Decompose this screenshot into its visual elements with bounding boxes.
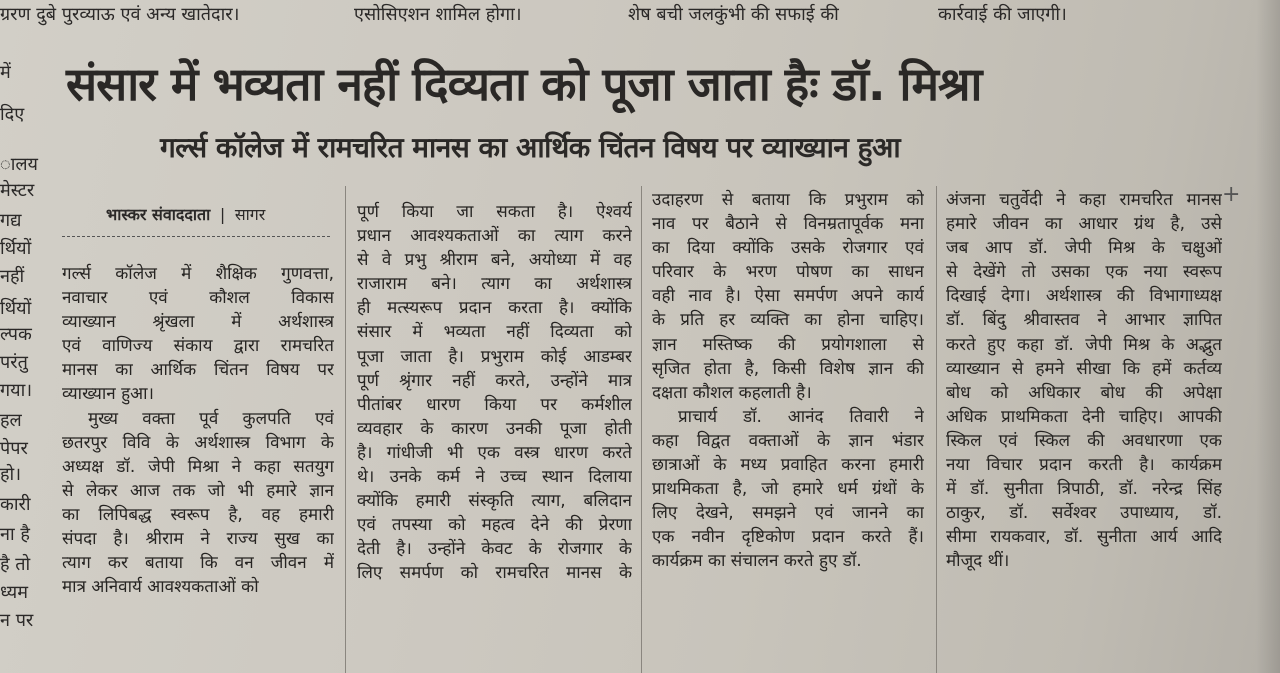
- top-strip-item: कार्रवाई की जाएगी।: [938, 4, 1067, 25]
- article-line: छात्राओं के मध्य प्रवाहित करना हमारी: [652, 455, 924, 476]
- article-line: एवं वाणिज्य संकाय द्वारा रामचरित: [62, 336, 334, 357]
- article-line: से देखेंगे तो उसका एक नया स्वरूप: [946, 262, 1222, 283]
- article-line: संपदा है। श्रीराम ने राज्य सुख का: [62, 529, 334, 550]
- article-column-2: [357, 200, 632, 586]
- article-line: थे। उनके कर्म ने उच्च स्थान दिलाया: [357, 467, 632, 488]
- left-column-fragment: र्थियों: [0, 298, 32, 319]
- left-column-fragment: हल: [0, 410, 22, 431]
- article-line: उदाहरण से बताया कि प्रभुराम को: [652, 190, 924, 210]
- article-line: वही नाव है। ऐसा समर्पण अपने कार्य: [652, 286, 924, 307]
- article-line: मुख्य वक्ता पूर्व कुलपति एवं: [88, 408, 334, 429]
- byline: [106, 203, 265, 225]
- article-line: में डॉ. सुनीता त्रिपाठी, डॉ. नरेन्द्र सिंह: [946, 479, 1222, 500]
- article-line: व्यवहार के कारण उनकी पूजा होती: [357, 418, 632, 439]
- article-line: हमारे जीवन का आधार ग्रंथ है, उसे: [946, 214, 1222, 235]
- article-line: सृजित होता है, किसी विशेष ज्ञान की: [652, 358, 924, 379]
- left-column-fragment: हो।: [0, 464, 22, 485]
- article-line: प्रधान आवश्यकताओं का त्याग करने: [357, 226, 632, 247]
- article-line: का लिपिबद्ध स्वरूप है, वह हमारी: [62, 504, 334, 525]
- article-line: पूजा जाता है। प्रभुराम कोई आडम्बर: [357, 346, 632, 367]
- article-line: क्योंकि हमारी संस्कृति त्याग, बलिदान: [357, 491, 632, 512]
- article-column-4: [946, 188, 1222, 574]
- article-line: स्किल एवं स्किल की अवधारणा एक: [946, 430, 1222, 451]
- byline-reporter: भास्कर संवाददाता: [106, 205, 211, 224]
- left-column-fragment: परंतु: [0, 352, 28, 373]
- article-line: व्याख्यान हुआ।: [62, 384, 154, 405]
- article-line: से वे प्रभु श्रीराम बने, अयोध्या में वह: [357, 250, 632, 271]
- article-line: मात्र अनिवार्य आवश्यकताओं को: [62, 577, 259, 598]
- article-line: कार्यक्रम का संचालन करते हुए डॉ.: [652, 551, 862, 572]
- left-column-fragment: मेस्टर: [0, 180, 35, 201]
- article-line: ठाकुर, डॉ. सर्वेश्वर उपाध्याय, डॉ.: [946, 503, 1222, 524]
- article-line: त्याग कर बताया कि वन जीवन में: [62, 553, 334, 574]
- article-line: संसार में भव्यता नहीं दिव्यता को: [357, 322, 632, 343]
- byline-rule: [62, 236, 330, 237]
- top-strip-item: एसोसिएशन शामिल होगा।: [354, 4, 522, 25]
- article-line: पूर्ण श्रृंगार नहीं करते, उन्होंने मात्र: [357, 370, 632, 391]
- column-divider: [936, 186, 937, 673]
- article-line: मौजूद थीं।: [946, 551, 1010, 572]
- left-column-fragment: गया।: [0, 380, 33, 401]
- left-column-fragment: में: [0, 62, 11, 83]
- byline-place: सागर: [234, 205, 266, 224]
- article-line: ही मत्स्यरूप प्रदान करता है। क्योंकि: [357, 298, 632, 319]
- article-line: अध्यक्ष डॉ. जेपी मिश्रा ने कहा सतयुग: [62, 456, 334, 477]
- left-column-fragment: दिए: [0, 104, 25, 125]
- article-line: है। गांधीजी भी एक वस्त्र धारण करते: [357, 442, 632, 463]
- top-strip-item: शेष बची जलकुंभी की सफाई की: [628, 4, 839, 25]
- column-divider: [641, 186, 642, 673]
- article-line: पीतांबर धारण किया पर कर्मशील: [357, 394, 632, 415]
- left-column-fragment: ल्पक: [0, 324, 32, 345]
- article-line: के प्रति हर व्यक्ति का होना चाहिए।: [652, 310, 924, 331]
- byline-separator: |: [219, 205, 226, 224]
- article-line: करते हुए कहा डॉ. जेपी मिश्र के अद्भुत: [946, 334, 1222, 355]
- article-line: देती है। उन्होंने केवट के रोजगार के: [357, 539, 632, 560]
- crop-mark: +: [1222, 182, 1241, 207]
- article-line: डॉ. बिंदु श्रीवास्तव ने आभार ज्ञापित: [946, 310, 1222, 331]
- article-line: प्राथमिकता है, जो हमारे धर्म ग्रंथों के: [652, 479, 924, 500]
- article-line: ज्ञान मस्तिष्क की प्रयोगशाला से: [652, 334, 924, 355]
- article-line: कहा विद्वत वक्ताओं के ज्ञान भंडार: [652, 430, 924, 451]
- article-line: लिए समर्पण को रामचरित मानस के: [357, 563, 632, 584]
- left-column-fragment: ना है: [0, 524, 30, 545]
- article-line: व्याख्यान श्रृंखला में अर्थशास्त्र: [62, 312, 334, 333]
- left-column-fragment: ध्यम: [0, 582, 28, 603]
- article-line: एवं तपस्या को महत्व देने की प्रेरणा: [357, 515, 632, 536]
- article-line: जब आप डॉ. जेपी मिश्र के चक्षुओं: [946, 238, 1222, 259]
- article-line: अधिक प्राथमिकता देनी चाहिए। आपकी: [946, 406, 1222, 427]
- column-divider: [345, 186, 346, 673]
- article-line: दक्षता कौशल कहलाती है।: [652, 382, 812, 403]
- page-edge-shadow: [1256, 0, 1280, 673]
- article-line: व्याख्यान से हमने सीखा कि हमें कर्तव्य: [946, 358, 1222, 379]
- article-line: एक नवीन दृष्टिकोण प्रदान करते हैं।: [652, 527, 924, 548]
- left-column-fragments: [0, 60, 46, 673]
- article-line: सीमा रायकवार, डॉ. सुनीता आर्य आदि: [946, 527, 1222, 548]
- article-line: दिखाई देगा। अर्थशास्त्र की विभागाध्यक्ष: [946, 286, 1222, 307]
- left-column-fragment: कारी: [0, 494, 31, 515]
- article-line: नाव पर बैठाने से विनम्रतापूर्वक मना: [652, 214, 924, 235]
- top-strip-text: [0, 0, 1280, 30]
- article-line: छतरपुर विवि के अर्थशास्त्र विभाग के: [62, 432, 334, 453]
- article-line: नवाचार एवं कौशल विकास: [62, 288, 334, 309]
- article-line: लिए देखने, समझने एवं जानने का: [652, 503, 924, 524]
- top-strip-item: ग्ररण दुबे पुरव्याऊ एवं अन्य खातेदार।: [0, 4, 240, 25]
- headline: संसार में भव्यता नहीं दिव्यता को पूजा जाता हैः डॉ. मिश्रा: [66, 57, 982, 111]
- left-column-fragment: र्थियों: [0, 238, 32, 259]
- article-line: से लेकर आज तक जो भी हमारे ज्ञान: [62, 480, 334, 501]
- left-column-fragment: पेपर: [0, 438, 28, 459]
- article-line: पूर्ण किया जा सकता है। ऐश्वर्य: [357, 202, 632, 222]
- article-column-1: [62, 262, 334, 599]
- article-line: नया विचार प्रदान करती है। कार्यक्रम: [946, 455, 1222, 476]
- article-line: राजाराम बने। त्याग का अर्थशास्त्र: [357, 274, 632, 295]
- article-line: अंजना चतुर्वेदी ने कहा रामचरित मानस: [946, 190, 1222, 210]
- article-line: गर्ल्स कॉलेज में शैक्षिक गुणवत्ता,: [62, 264, 334, 284]
- article-line: परिवार के भरण पोषण का साधन: [652, 262, 924, 283]
- article-column-3: [652, 188, 924, 574]
- left-column-fragment: न पर: [0, 610, 34, 631]
- left-column-fragment: ालय: [0, 154, 38, 175]
- left-column-fragment: है तो: [0, 554, 31, 575]
- article-line: मानस का आर्थिक चिंतन विषय पर: [62, 360, 334, 381]
- article-line: का दिया क्योंकि उसके रोजगार एवं: [652, 238, 924, 259]
- article-line: प्राचार्य डॉ. आनंद तिवारी ने: [678, 406, 924, 427]
- left-column-fragment: गद्य: [0, 210, 22, 231]
- subheadline: गर्ल्स कॉलेज में रामचरित मानस का आर्थिक चिंतन विषय पर व्याख्यान हुआ: [160, 131, 901, 164]
- article-line: बोध को अधिकार बोध की अपेक्षा: [946, 382, 1222, 403]
- left-column-fragment: नहीं: [0, 266, 25, 287]
